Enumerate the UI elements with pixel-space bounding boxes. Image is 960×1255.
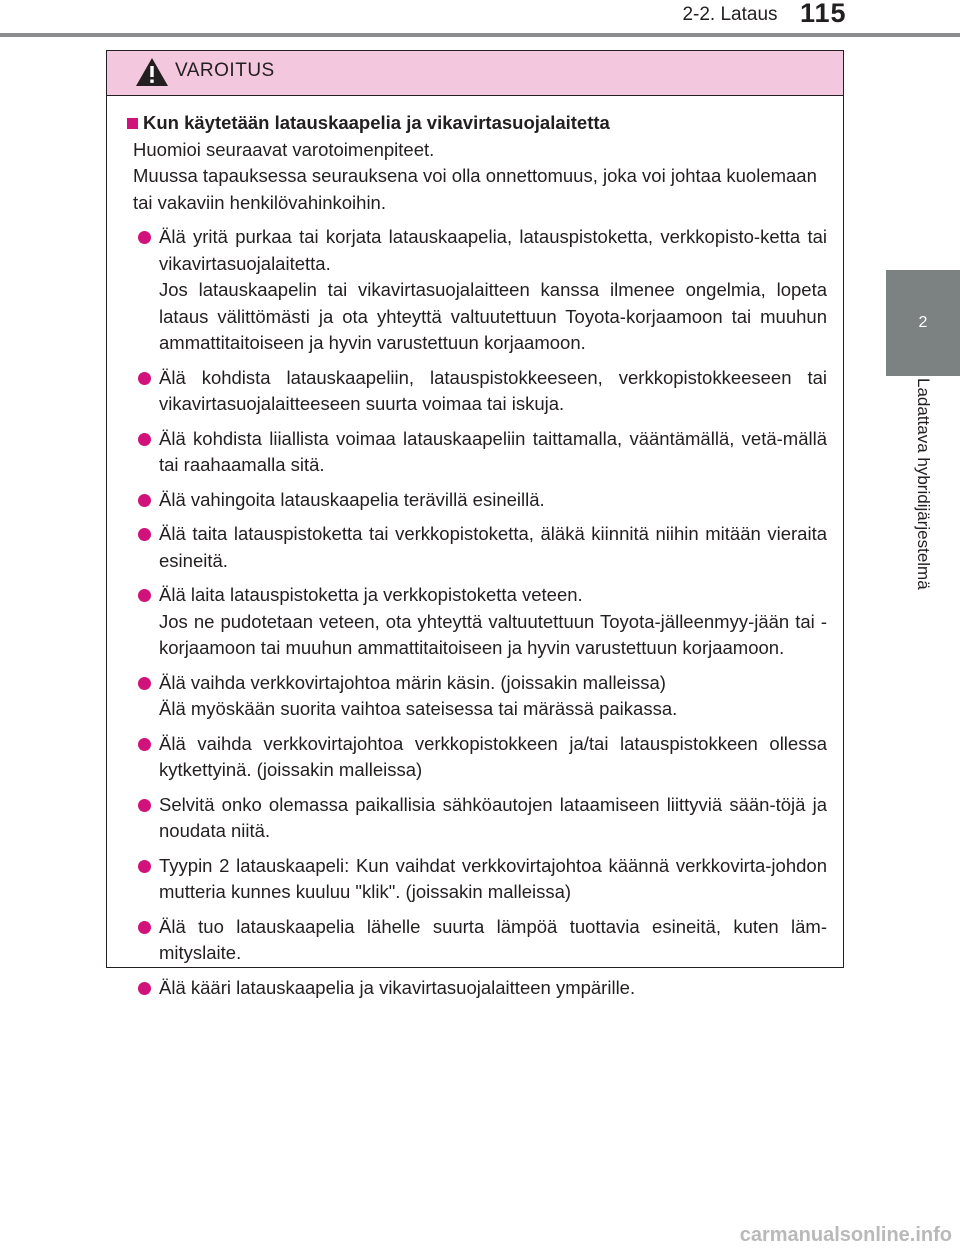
page-number: 115	[800, 0, 847, 28]
bullet-dot-icon	[138, 372, 151, 385]
warning-box	[106, 50, 844, 998]
bullet-dot-icon	[138, 982, 151, 995]
item-text: Jos latauskaapelin tai vikavirtasuojalaitteen kanssa ilmenee ongelmia, lopeta lataus välittömästi ja ota yhteyttä valtuutettuun Toyota-korjaamoon tai muuhun ammattitaitoiseen ja hyvin varustettuun korjaamoon.	[159, 279, 827, 353]
item-text: Älä vahingoita latauskaapelia terävillä esineillä.	[159, 488, 545, 510]
chapter-tab-label-box	[886, 376, 960, 656]
section-title-text: Kun käytetään latauskaapelia ja vikavirtasuojalaitetta	[143, 112, 610, 133]
item-text: Älä vaihda verkkovirtajohtoa märin käsin. (joissakin malleissa)	[159, 671, 666, 693]
list-item	[127, 975, 827, 1002]
list-item	[127, 224, 827, 357]
chapter-tab-title: Ladattava hybridijärjestelmä	[914, 378, 933, 590]
watermark: carmanualsonline.info	[739, 1224, 952, 1246]
list-item	[127, 731, 827, 784]
item-text: Älä kohdista liiallista voimaa latauskaapeliin taittamalla, vääntämällä, vetä-mällä tai raahaamalla sitä.	[159, 427, 827, 475]
item-text: Älä yritä purkaa tai korjata latauskaapelia, latauspistoketta, verkkopisto-ketta tai vikavirtasuojalaitetta.	[159, 226, 827, 274]
bullet-dot-icon	[138, 860, 151, 873]
header-rule	[0, 33, 960, 37]
chapter-tab-number: 2	[886, 270, 960, 376]
bullet-dot-icon	[138, 799, 151, 812]
intro-line: Huomioi seuraavat varotoimenpiteet.	[133, 138, 435, 160]
bullet-dot-icon	[138, 494, 151, 507]
warning-label: VAROITUS	[175, 60, 275, 81]
warning-header	[107, 51, 843, 96]
list-item	[127, 426, 827, 479]
square-bullet-icon	[127, 118, 138, 129]
section-title	[127, 110, 827, 137]
list-item	[127, 914, 827, 967]
list-item	[127, 365, 827, 418]
bullet-dot-icon	[138, 528, 151, 541]
list-item	[127, 487, 827, 514]
item-text: Selvitä onko olemassa paikallisia sähköautojen lataamiseen liittyviä sään-töjä ja noudata niitä.	[159, 793, 827, 841]
list-item	[127, 853, 827, 906]
running-header-section: 2-2. Lataus	[682, 4, 778, 25]
list-item	[127, 792, 827, 845]
bullet-dot-icon	[138, 589, 151, 602]
bullet-dot-icon	[138, 921, 151, 934]
warning-list	[127, 224, 827, 1001]
warning-content	[127, 110, 827, 1009]
warning-triangle-icon	[135, 57, 169, 87]
bullet-dot-icon	[138, 231, 151, 244]
item-text: Älä myöskään suorita vaihtoa sateisessa tai märässä paikassa.	[159, 698, 678, 719]
bullet-dot-icon	[138, 738, 151, 751]
item-text: Älä laita latauspistoketta ja verkkopistoketta veteen.	[159, 584, 583, 605]
bullet-dot-icon	[138, 433, 151, 446]
list-item	[127, 521, 827, 574]
item-text: Älä taita latauspistoketta tai verkkopistoketta, äläkä kiinnitä niihin mitään vieraita esineitä.	[159, 523, 827, 571]
list-item	[127, 670, 827, 723]
bullet-dot-icon	[138, 677, 151, 690]
intro-line: Muussa tapauksessa seurauksena voi olla onnettomuus, joka voi johtaa kuolemaan tai vakaviin henkilövahinkoihin.	[133, 165, 817, 213]
intro-text	[127, 137, 827, 217]
item-text: Jos ne pudotetaan veteen, ota yhteyttä valtuutettuun Toyota-jälleenmyy-jään tai -korjaamoon tai muuhun ammattitaitoiseen ja hyvin varustettuun korjaamoon.	[159, 610, 827, 658]
item-text: Tyypin 2 latauskaapeli: Kun vaihdat verkkovirtajohtoa käännä verkkovirta-johdon mutteria kunnes kuuluu "klik". (joissakin malleissa)	[159, 854, 827, 902]
item-text: Älä tuo latauskaapelia lähelle suurta lämpöä tuottavia esineitä, kuten läm-mityslaite.	[159, 915, 827, 963]
item-text: Älä vaihda verkkovirtajohtoa verkkopistokkeen ja/tai latauspistokkeen ollessa kytkettyinä. (joissakin malleissa)	[159, 732, 827, 780]
item-text: Älä kohdista latauskaapeliin, latauspistokkeeseen, verkkopistokkeeseen tai vikavirtasuojalaitteeseen suurta voimaa tai iskuja.	[159, 366, 827, 414]
list-item	[127, 582, 827, 662]
item-text: Älä kääri latauskaapelia ja vikavirtasuojalaitteen ympärille.	[159, 976, 636, 998]
